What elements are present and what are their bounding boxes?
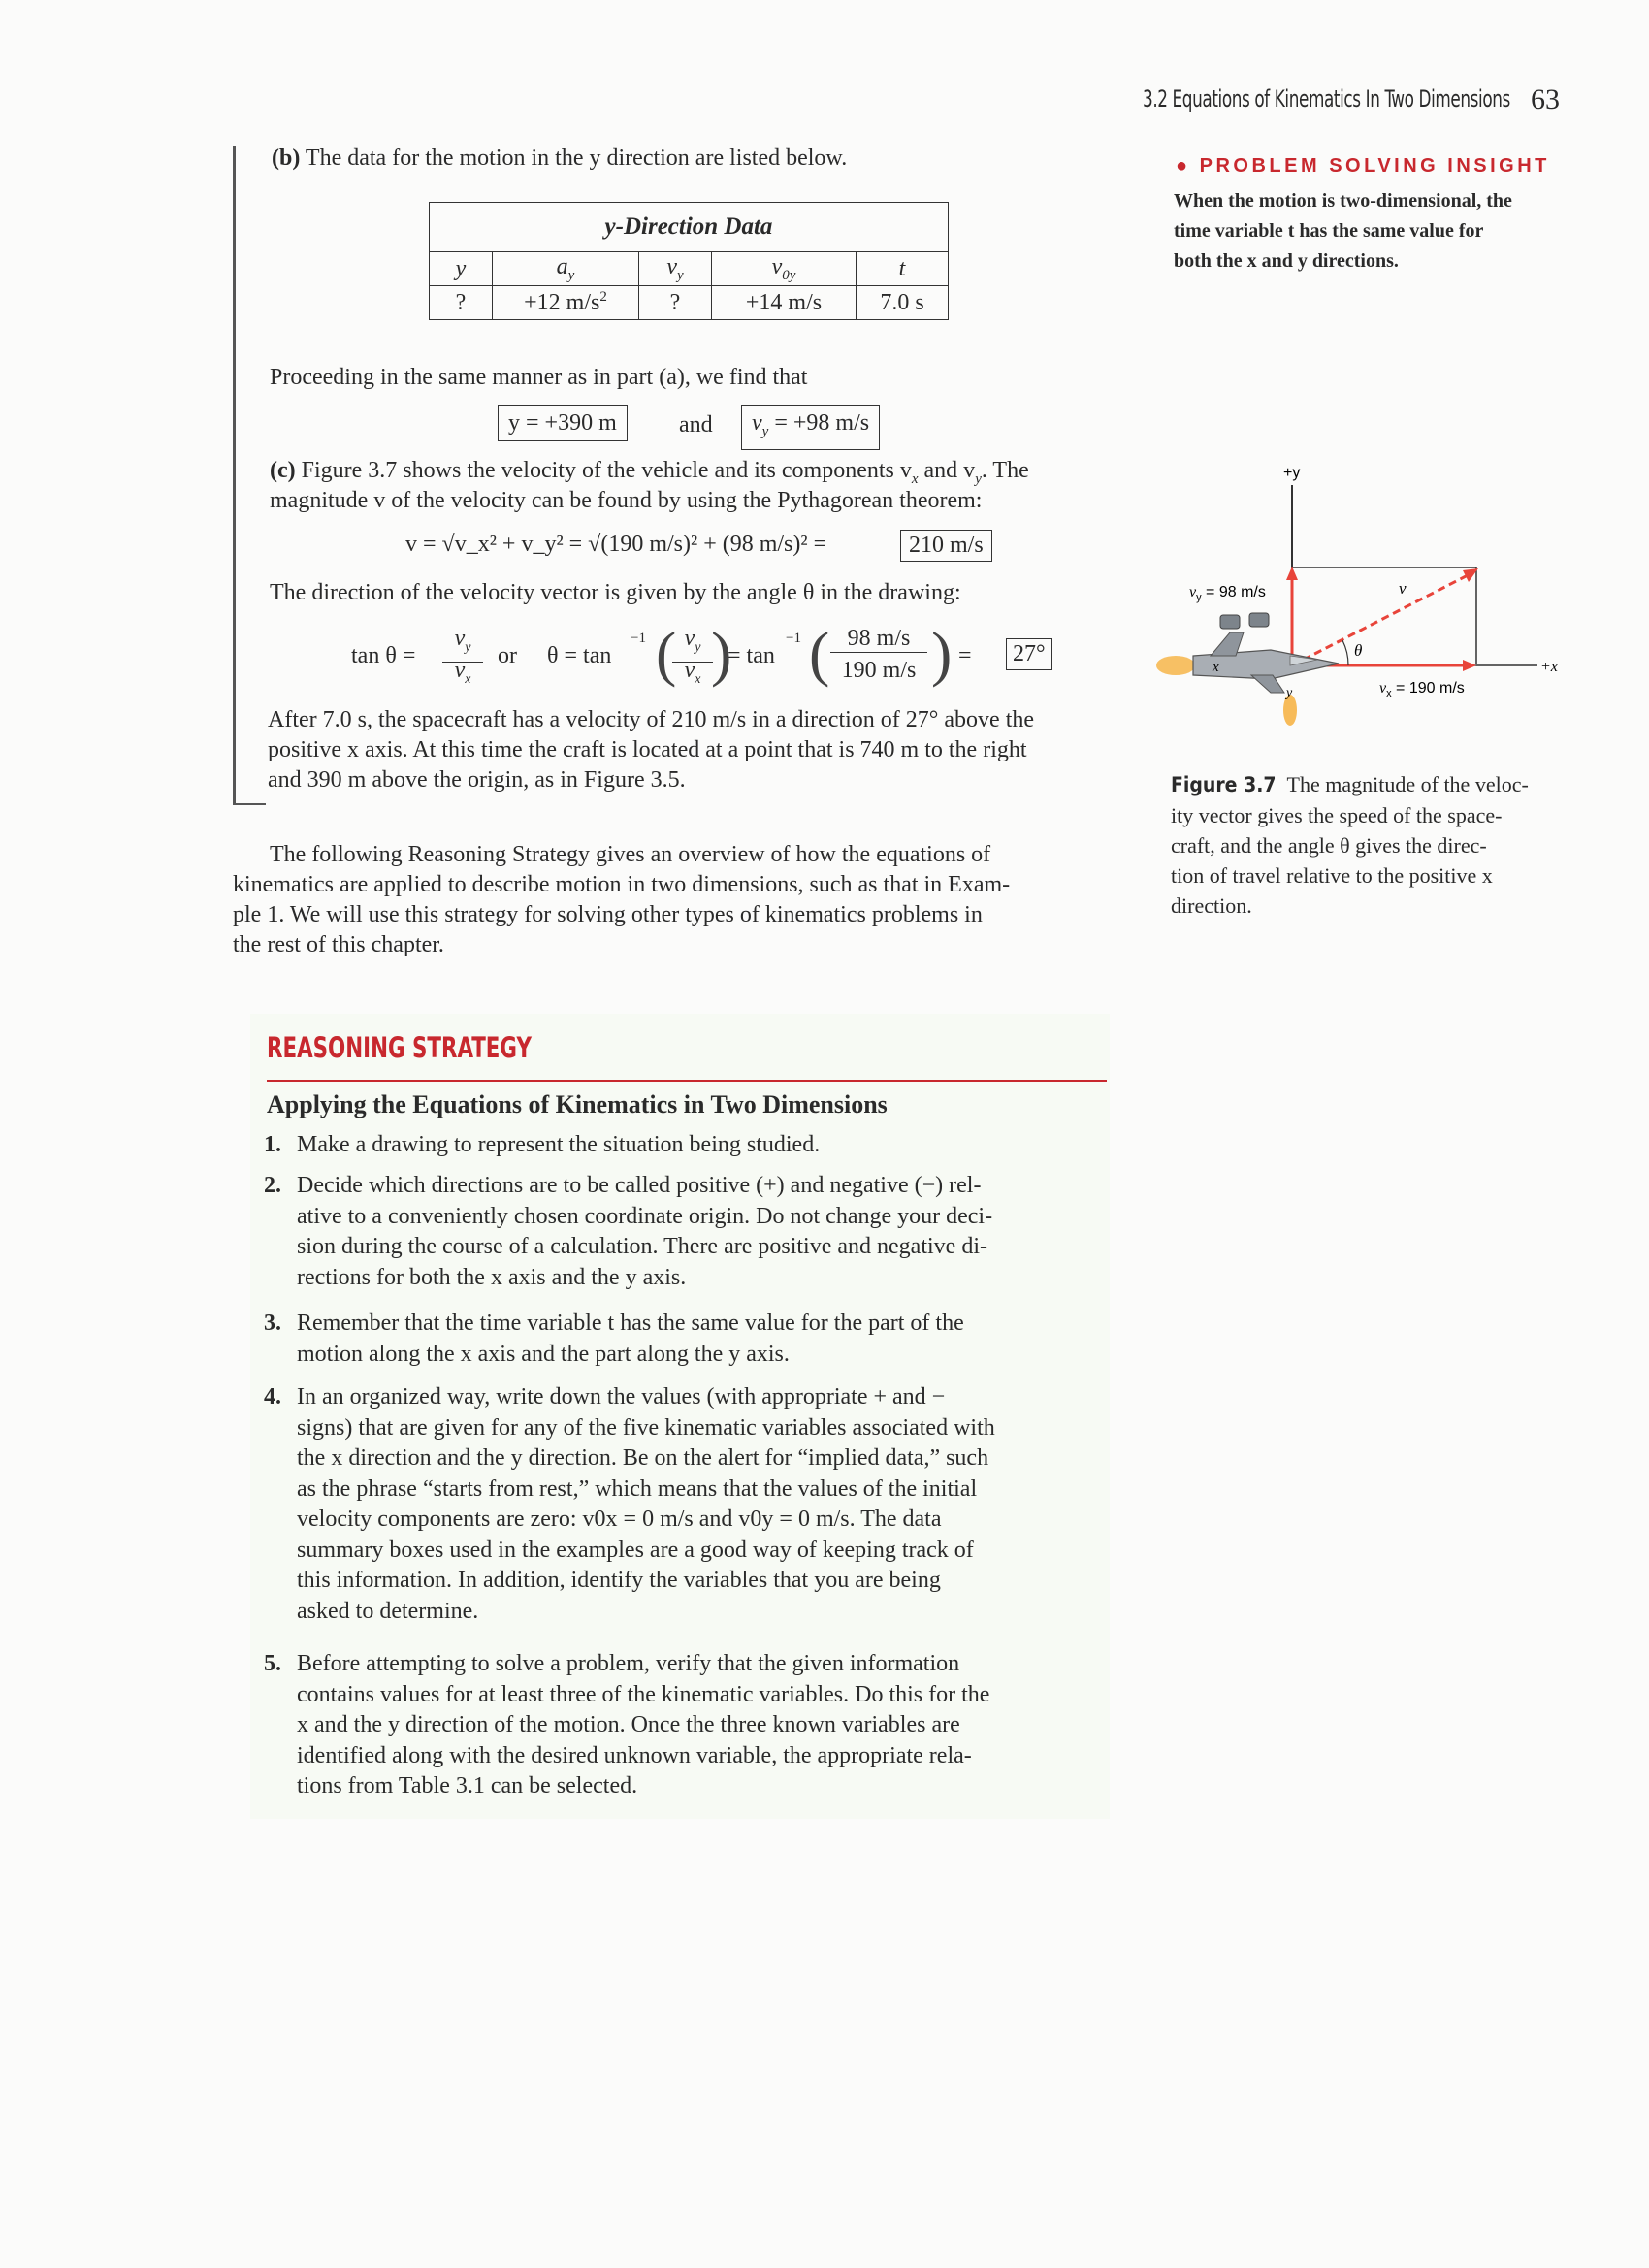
vx-label: $v_x = 190$ m/s	[1379, 680, 1465, 699]
strategy-item-5: 5. Before attempting to solve a problem, verify that the given information contains values for at least three of the kinematic variables. Do this for the x and the y direction of the motion. Once the three known variables are identified along with the desired unknown variable, the appropriate rela- tions from Table 3.1 can be selected.	[264, 1651, 990, 1798]
figure-caption: Figure 3.7 The magnitude of the veloc- ity vector gives the speed of the space- craft, and the angle θ gives the direc- tion of travel relative to the positive x direction.	[1171, 772, 1529, 918]
numeric-denominator: 190 m/s	[841, 658, 917, 683]
plus-x-label: +x	[1540, 659, 1558, 675]
header-ay: $a_y$	[493, 252, 639, 286]
inverse-superscript-2: −1	[786, 631, 801, 646]
overview-paragraph: The following Reasoning Strategy gives an overview of how the equations of kinematics are applied to describe motion in two dimensions, such as that in Exam- ple 1. We will use this strategy for solving other types of kinematics problems in the rest of this chapter.	[233, 842, 1011, 957]
paren-right-1: )	[711, 619, 732, 688]
inner-fraction-numerator: $v_y$	[672, 625, 713, 663]
example-rule-foot	[233, 803, 266, 805]
header-y: y	[430, 252, 493, 286]
value-ay: +12 $m/s^2$	[493, 286, 639, 320]
example-side-rule	[233, 146, 236, 805]
theta-label: θ	[1354, 641, 1363, 660]
value-vy: ?	[639, 286, 712, 320]
paren-left-2: (	[809, 619, 830, 688]
vy-arrowhead	[1286, 567, 1298, 580]
figure-3-7-diagram	[1154, 456, 1562, 747]
result-angle-box: 27°	[1006, 638, 1052, 670]
proceeding-text: Proceeding in the same manner as in part (a), we find that	[270, 365, 808, 390]
part-b-line	[272, 144, 847, 174]
spacecraft-illustration	[1156, 613, 1339, 726]
table-title: y-Direction Data	[430, 203, 949, 252]
header-t: t	[857, 252, 949, 286]
v-label: v	[1399, 579, 1406, 598]
strategy-item-4: 4. In an organized way, write down the values (with appropriate + and − signs) that are given for any of the five kinematic variables associated with the x direction and the y direction. Be on the alert for “implied data,” such as the phrase “starts from rest,” which means that the values of the initial velocity components are zero: v0x = 0 m/s and v0y = 0 m/s. The data summary boxes used in the examples are a good way of keeping track of this information. In addition, identify the variables that you are being asked to determine.	[264, 1384, 995, 1624]
fraction-denominator: $v_x$	[454, 658, 471, 687]
and-word: and	[679, 412, 713, 437]
pythagorean-equation: v = √v_x² + v_y² = √(190 m/s)² + (98 m/s)² =	[405, 532, 827, 557]
paren-left-1: (	[656, 619, 677, 688]
strategy-item-1: 1. Make a drawing to represent the situation being studied.	[264, 1132, 821, 1157]
inverse-superscript-1: −1	[630, 631, 646, 646]
eq-tan: = tan	[728, 643, 775, 668]
part-b-label: (b)	[272, 146, 301, 171]
after-paragraph: After 7.0 s, the spacecraft has a velocity of 210 m/s in a direction of 27° above the positive x axis. At this time the craft is located at a point that is 740 m to the right and 390 m above the origin, as in Figure 3.5.	[268, 707, 1035, 793]
table-header-row	[430, 252, 949, 286]
numeric-numerator: 98 m/s	[830, 625, 927, 653]
result-y-box: y = +390 m	[498, 405, 628, 441]
header-vy: $v_y$	[639, 252, 712, 286]
header-v0y: $v_{0y}$	[712, 252, 857, 286]
value-y: ?	[430, 286, 493, 320]
result-v-box: 210 m/s	[900, 530, 992, 562]
or-word: or	[498, 643, 517, 668]
insight-title: ● PROBLEM SOLVING INSIGHT	[1176, 155, 1550, 177]
strategy-item-2: 2. Decide which directions are to be called positive (+) and negative (−) rel- ative to a conveniently chosen coordinate origin. Do not change your deci- sion during the course of a calculation. There are positive and negative di- rections for both the x axis and the y axis.	[264, 1173, 993, 1290]
part-c-line1: (c) Figure 3.7 shows the velocity of the vehicle and its components $v_x$ and $v_y$. The	[270, 458, 1029, 487]
equals-sign: =	[958, 643, 972, 668]
strategy-rule	[267, 1080, 1107, 1082]
table-value-row	[430, 286, 949, 320]
strategy-item-3: 3. Remember that the time variable t has the same value for the part of the motion along the x axis and the part along the y axis.	[264, 1311, 964, 1367]
part-c-line2: magnitude v of the velocity can be found by using the Pythagorean theorem:	[270, 488, 983, 513]
value-t: 7.0 s	[857, 286, 949, 320]
vy-label: $v_y = 98$ m/s	[1189, 584, 1266, 603]
direction-text: The direction of the velocity vector is given by the angle θ in the drawing:	[270, 580, 961, 605]
value-v0y: +14 m/s	[712, 286, 857, 320]
theta-arc	[1342, 640, 1348, 665]
theta-eq: θ = tan	[547, 643, 612, 668]
part-b-text: The data for the motion in the y direction are listed below.	[305, 146, 848, 171]
craft-y-label: y	[1286, 686, 1293, 700]
strategy-subtitle: Applying the Equations of Kinematics in Two Dimensions	[267, 1090, 888, 1118]
page-number: 63	[1531, 83, 1560, 115]
tan-theta: tan θ =	[351, 643, 416, 668]
insight-text: When the motion is two-dimensional, the time variable t has the same value for both the x and y directions.	[1174, 190, 1512, 272]
plus-y-label: +y	[1283, 465, 1301, 481]
fraction-numerator: $v_y$	[442, 625, 483, 663]
inner-fraction-denominator: $v_x$	[684, 658, 701, 687]
y-direction-data-table	[429, 202, 949, 320]
v-vector	[1292, 574, 1470, 665]
running-head: 3.2 Equations of Kinematics In Two Dimensions	[1143, 85, 1510, 113]
result-vy-box: $v_y = +98$ m/s	[741, 405, 880, 450]
strategy-heading: REASONING STRATEGY	[267, 1031, 532, 1064]
vx-arrowhead	[1463, 660, 1476, 671]
paren-right-2: )	[931, 619, 953, 688]
craft-x-label: x	[1212, 660, 1219, 675]
